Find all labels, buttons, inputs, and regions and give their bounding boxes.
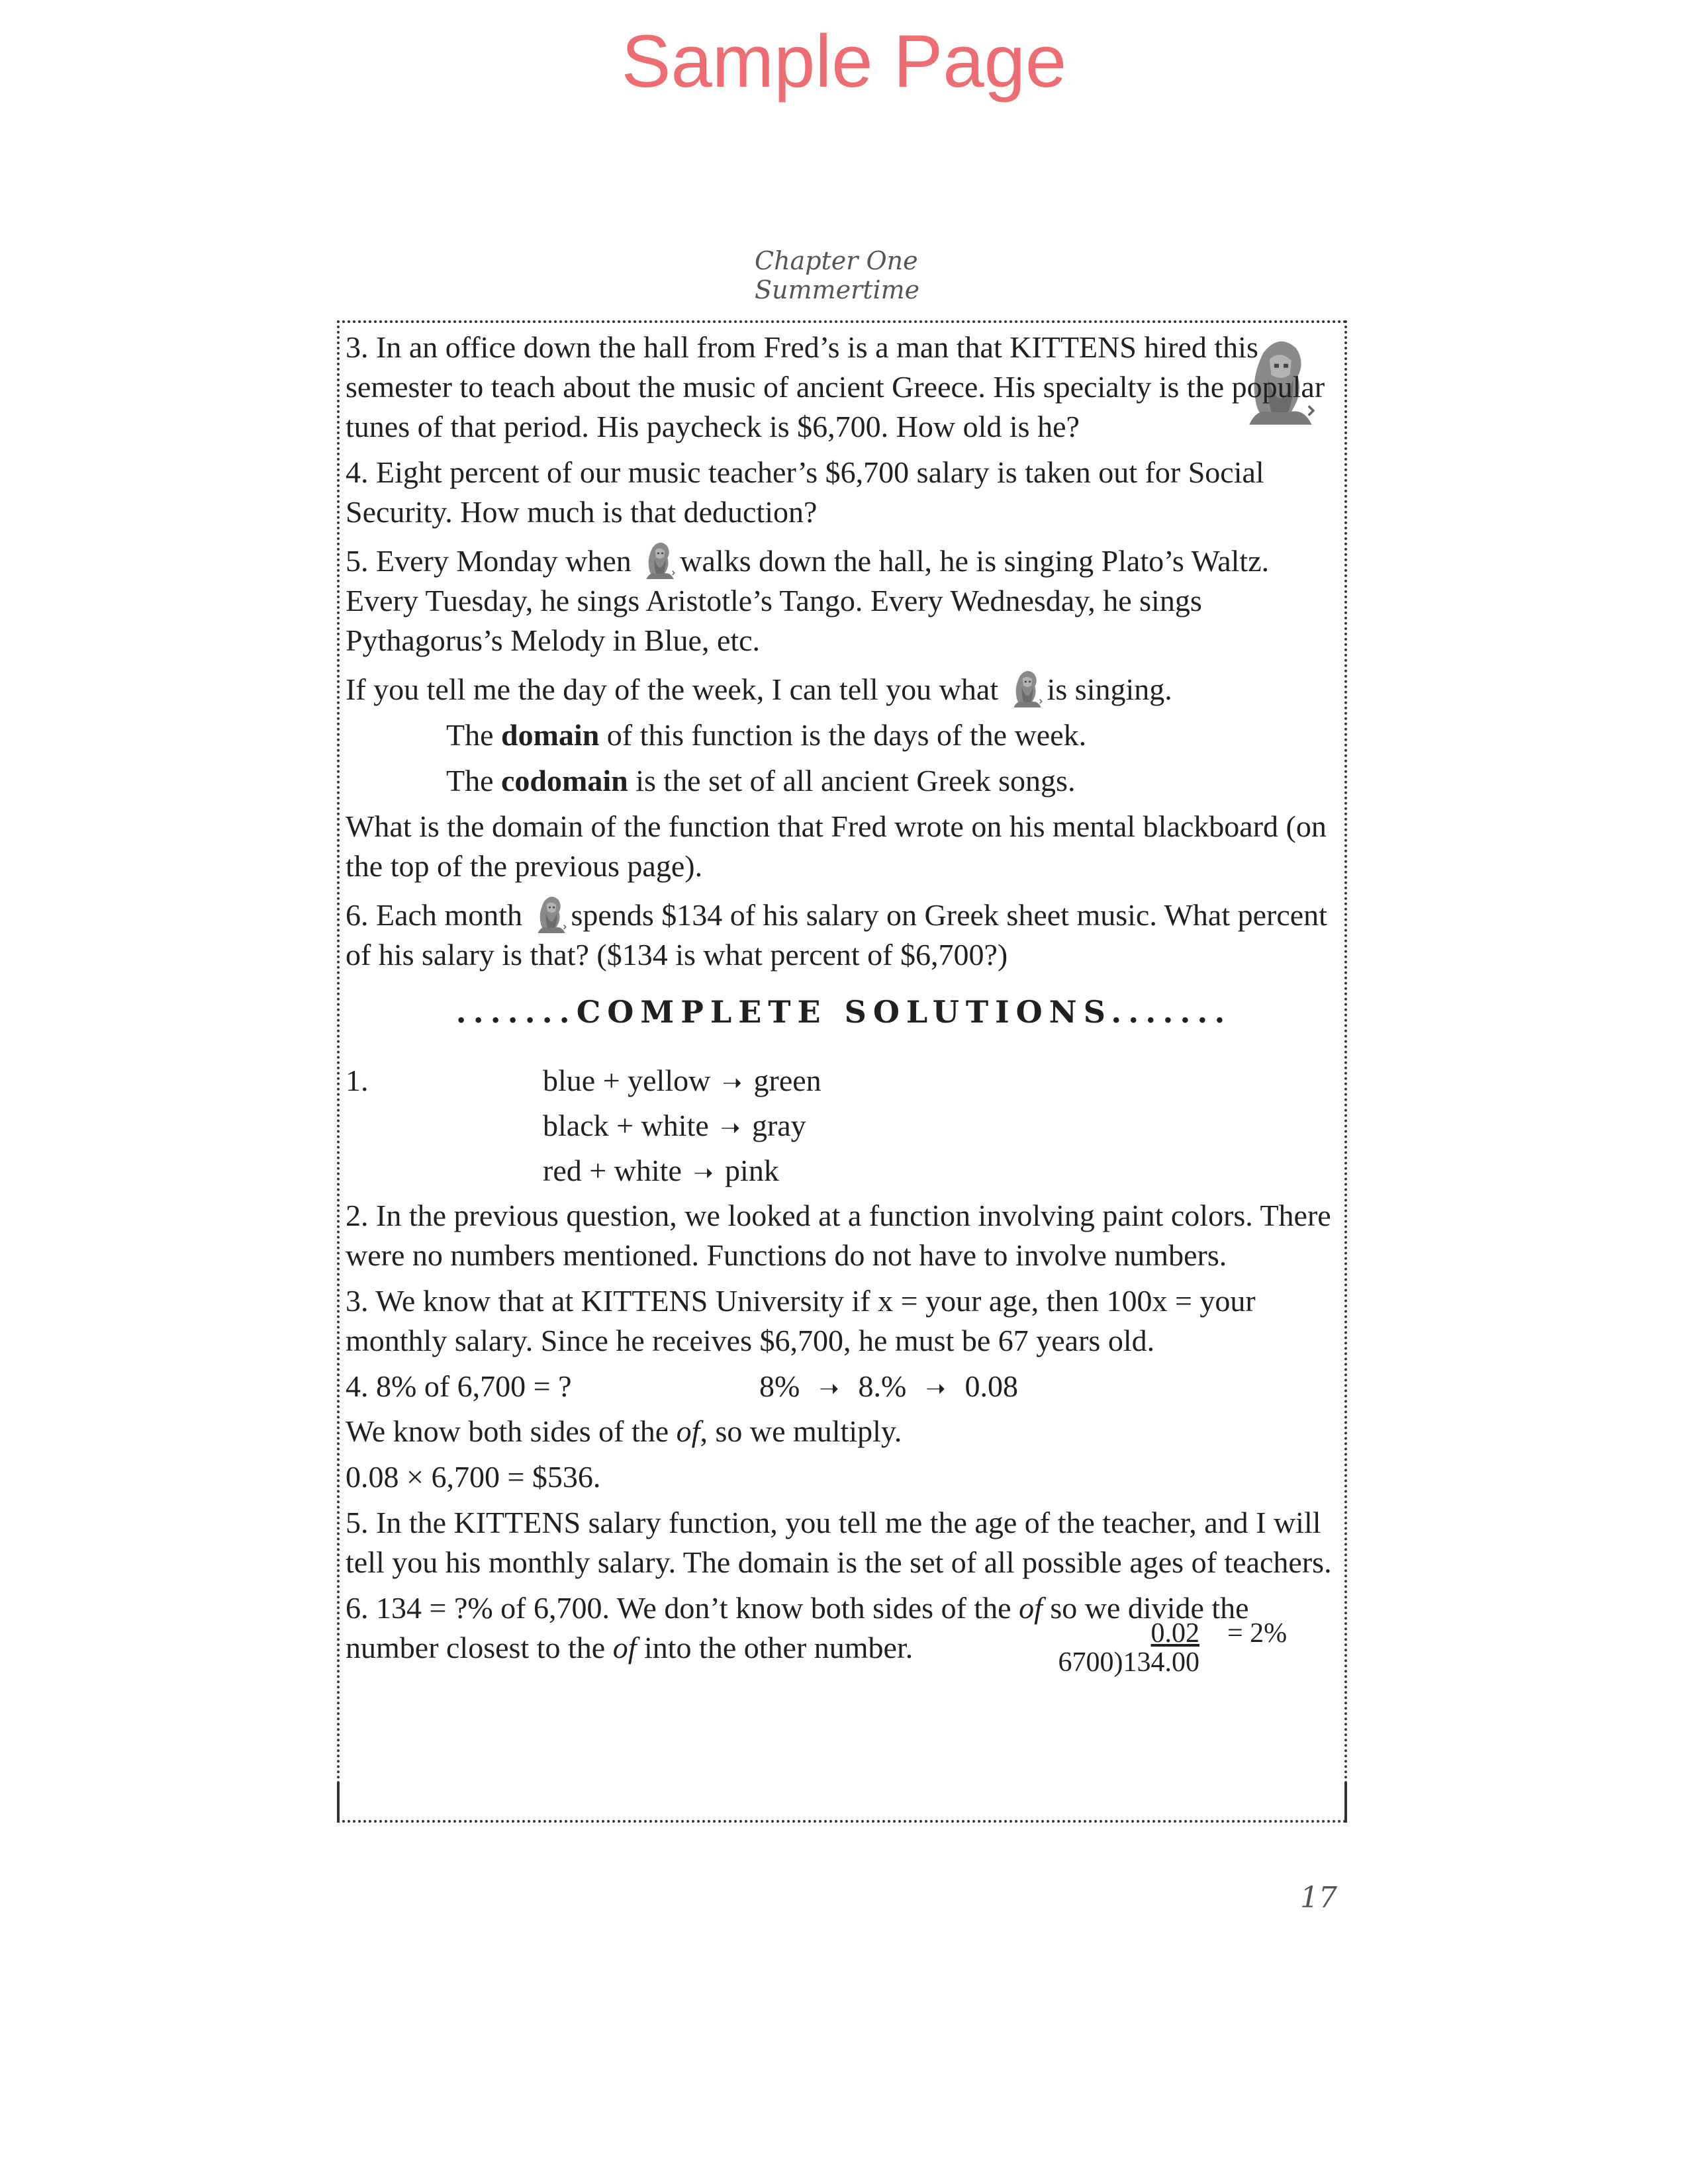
question-5: 5. Every Monday when walks down the hall, he is singing Plato’s Waltz. Every Tuesday, he sings Aristotle’s Tango. Every Wednesday, he sings Pythagorus’s Melody in Blue, etc. — [346, 538, 1342, 660]
chapter-title: Chapter One — [755, 246, 918, 275]
question-5-domain: What is the domain of the function that Fred wrote on his mental blackboard (on the top of the previous page). — [346, 809, 1327, 883]
section-title: Summertime — [755, 275, 920, 304]
solution-4-line-3: 0.08 × 6,700 = $536. — [346, 1460, 601, 1494]
page-content — [346, 328, 1342, 1678]
greek-teacher-icon — [1006, 666, 1047, 707]
arrow-icon: ➝ — [720, 1115, 741, 1142]
solutions-heading: .......COMPLETE SOLUTIONS....... — [455, 994, 1232, 1030]
solution-2: 2. In the previous question, we looked at a function involving paint colors. There were no numbers mentioned. Functions do not have to involve numbers. — [346, 1199, 1331, 1272]
page-number: 17 — [1300, 1881, 1337, 1915]
solution-4-row: 4. 8% of 6,700 = ? 8% ➝ 8.% ➝ 0.08 — [346, 1369, 1018, 1403]
sample-page-watermark: Sample Page — [621, 20, 1067, 103]
solution-1-row: 1. blue + yellow ➝ green — [346, 1064, 821, 1097]
arrow-icon: ➝ — [925, 1375, 946, 1402]
solution-1-row: red + white ➝ pink — [543, 1154, 779, 1187]
long-division: 0.02 = 2% 6700)134.00 — [1058, 1618, 1288, 1678]
solution-4-line-2: We know both sides of the of, so we multiply. — [346, 1414, 902, 1448]
arrow-icon: ➝ — [693, 1160, 714, 1187]
solution-3: 3. We know that at KITTENS University if x = your age, then 100x = your monthly salary. Since he receives $6,700, he must be 67 years old. — [346, 1284, 1256, 1357]
codomain-definition: The codomain is the set of all ancient Greek songs. — [446, 764, 1076, 797]
solution-6: 6. 134 = ?% of 6,700. We don’t know both sides of the of so we divide the number closest to the of into the other number. 0.02 = 2% 6700)134.00 — [346, 1591, 1288, 1678]
arrow-icon: ➝ — [819, 1375, 839, 1402]
question-6: 6. Each month spends $134 of his salary on Greek sheet music. What percent of his salary is that? ($134 is what percent of $6,700?) — [346, 892, 1342, 975]
question-4: 4. Eight percent of our music teacher’s $6,700 salary is taken out for Social Security. How much is that deduction? — [346, 455, 1264, 529]
solution-5: 5. In the KITTENS salary function, you tell me the age of the teacher, and I will tell you his monthly salary. The domain is the set of all possible ages of teachers. — [346, 1506, 1332, 1579]
solution-1-row: black + white ➝ gray — [543, 1109, 806, 1142]
arrow-icon: ➝ — [722, 1069, 743, 1097]
question-5-continued: If you tell me the day of the week, I can tell you what is singing. — [346, 666, 1342, 709]
greek-teacher-icon — [530, 892, 571, 933]
running-head — [755, 246, 1152, 304]
question-3: 3. In an office down the hall from Fred’s is a man that KITTENS hired this semester to teach about the music of ancient Greece. His specialty is the popular tunes of that period. His paycheck is $6,700. How old is he? — [346, 330, 1325, 443]
domain-definition: The domain of this function is the days of the week. — [446, 718, 1087, 752]
greek-teacher-icon — [639, 538, 680, 579]
